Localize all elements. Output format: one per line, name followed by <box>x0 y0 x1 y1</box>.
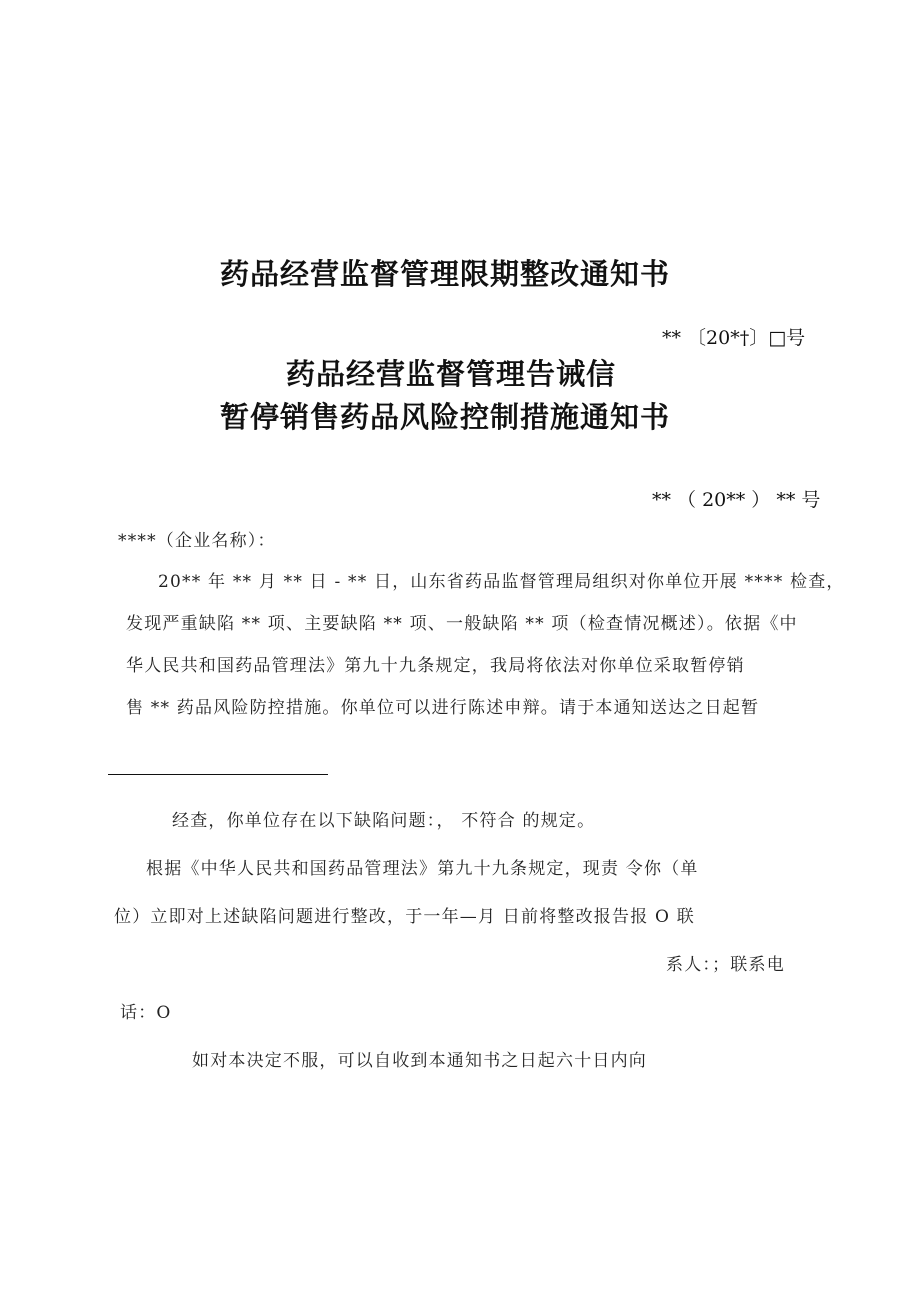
document-number-2: ** （ 20** ） ** 号 <box>652 489 821 511</box>
notice-title-rectification: 药品经营监督管理限期整改通知书 <box>220 257 671 291</box>
findings-line: 经查，你单位存在以下缺陷问题：， 不符合 的规定。 <box>172 811 596 831</box>
contact-person-line: 系人：；联系电 <box>666 955 785 975</box>
legal-basis-line: 根据《中华人民共和国药品管理法》第九十九条规定，现责 令你（单 <box>146 859 699 879</box>
recipient-line: ****（企业名称）： <box>118 531 276 551</box>
contact-phone-line: 话：O <box>120 1003 172 1023</box>
paragraph-line-2: 发现严重缺陷 ** 项、主要缺陷 ** 项、一般缺陷 ** 项（检查情况概述）。依据《中 <box>126 614 798 634</box>
footnote-divider <box>108 774 328 775</box>
warning-letter-title: 药品经营监督管理告诫信 <box>286 357 617 391</box>
paragraph-line-1: 20** 年 ** 月 ** 日 - ** 日，山东省药品监督管理局组织对你单位开展 **** 检查， <box>158 572 845 592</box>
document-number-1: ** 〔20*†〕□号 <box>662 327 806 349</box>
paragraph-line-3: 华人民共和国药品管理法》第九十九条规定，我局将依法对你单位采取暂停销 <box>126 656 745 676</box>
rectification-deadline-line: 位）立即对上述缺陷问题进行整改，于一年—月 日前将整改报告报 O 联 <box>114 907 695 927</box>
suspension-notice-title: 暂停销售药品风险控制措施通知书 <box>220 400 671 434</box>
appeal-line: 如对本决定不服，可以自收到本通知书之日起六十日内向 <box>192 1051 647 1071</box>
paragraph-line-4: 售 ** 药品风险防控措施。你单位可以进行陈述申辩。请于本通知送达之日起暂 <box>126 698 760 718</box>
